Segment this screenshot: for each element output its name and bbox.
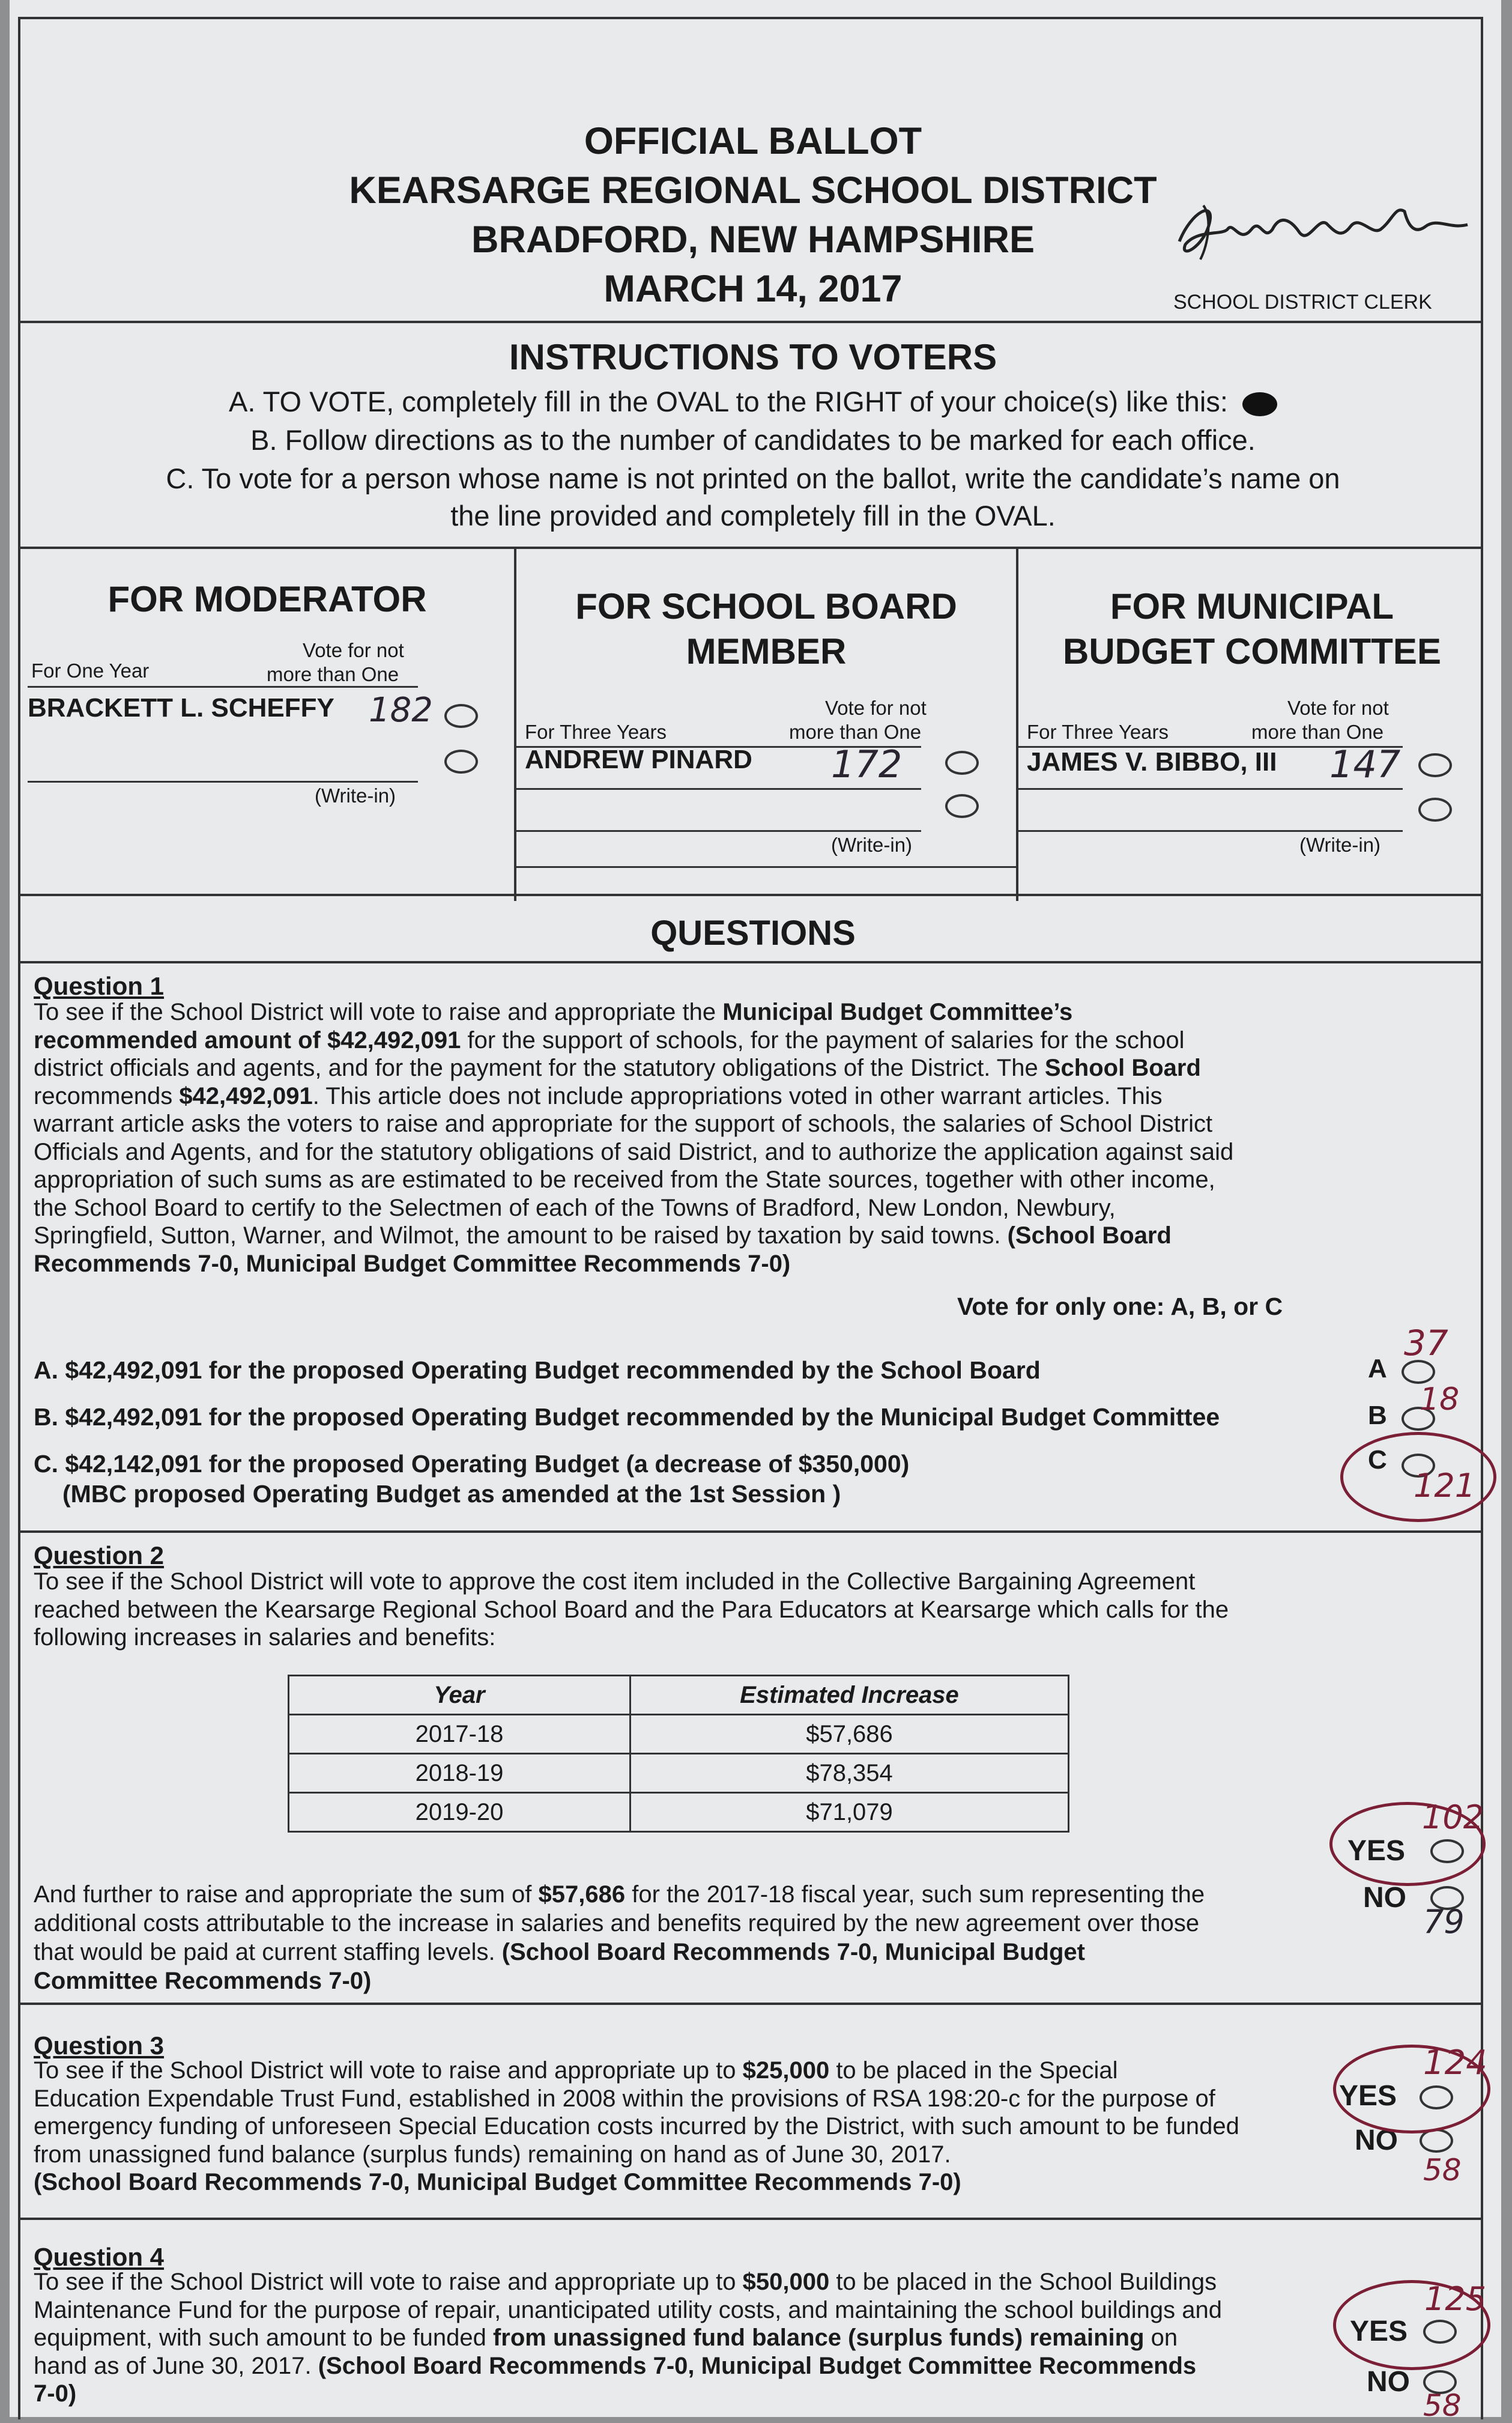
board-writein-oval[interactable] (945, 794, 979, 818)
q1-label-a: A (1368, 1354, 1387, 1383)
moderator-title: FOR MODERATOR (107, 579, 427, 619)
q4-winner-circle (1333, 2280, 1490, 2370)
q1-l5: warrant article asks the voters to raise and appropriate for the support of schools, the salaries of School District (34, 1111, 1213, 1137)
question-1-option-c-line2: (MBC proposed Operating Budget as amended at the 1st Session ) (62, 1480, 841, 1508)
q3-yes-label: YES (1339, 2080, 1397, 2112)
q1-l2a: recommended amount of $42,492,091 (34, 1027, 461, 1054)
q4-l4b: (School Board Recommends 7-0, Municipal Budget Committee Recommends (318, 2352, 1197, 2379)
q1-l7: appropriation of such sums as are estimated to be received from the State sources, together with other income, (34, 1166, 1215, 1193)
budget-title-line2: BUDGET COMMITTEE (1063, 631, 1441, 672)
q1-l9a: Springfield, Sutton, Warner, and Wilmot, the amount to be raised by taxation by said towns. (34, 1222, 1008, 1249)
q1-l10: Recommends 7-0, Municipal Budget Committee Recommends 7-0) (34, 1250, 791, 1277)
q4-line (34, 2380, 1322, 2408)
table-row (289, 1754, 1069, 1793)
q4-l3b: from unassigned fund balance (surplus funds) remaining (492, 2324, 1145, 2351)
board-candidate: ANDREW PINARD (525, 745, 752, 774)
filled-oval-example (1242, 392, 1277, 416)
q2-no-label: NO (1363, 1882, 1406, 1914)
q2-l3: following increases in salaries and benefits: (34, 1624, 496, 1651)
budget-vote-note-2: more than One (1251, 721, 1384, 743)
q3-l2: Education Expendable Trust Fund, established in 2008 within the provisions of RSA 198:20-c for the purpose of (34, 2085, 1215, 2112)
q4-l5: 7-0) (34, 2380, 77, 2407)
q4-no-label: NO (1367, 2366, 1410, 2398)
q1-label-b: B (1368, 1401, 1387, 1430)
budget-title-line1: FOR MUNICIPAL (1110, 586, 1394, 626)
q4-l4a: hand as of June 30, 2017. (34, 2352, 318, 2379)
q1-line (34, 1082, 1322, 1111)
q4-tally-no: 58 (1423, 2388, 1462, 2423)
instruction-a (20, 383, 1486, 420)
header-district: KEARSARGE REGIONAL SCHOOL DISTRICT (349, 169, 1157, 211)
question-1-option-a: A. $42,492,091 for the proposed Operating Budget recommended by the School Board (34, 1356, 1041, 1384)
q2-line (34, 1938, 1322, 1967)
ballot-frame (18, 17, 1487, 2423)
q3-l3: emergency funding of unforeseen Special Education costs incurred by the District, with such amount to be funded (34, 2113, 1239, 2139)
q2-p1a: And further to raise and appropriate the sum of (34, 1881, 539, 1908)
q2-p3a: that would be paid at current staffing levels. (34, 1939, 502, 1965)
question-1-vote-instruction: Vote for only one: A, B, or C (957, 1293, 1283, 1320)
q4-line (34, 2324, 1322, 2352)
question-1-heading: Question 1 (34, 972, 165, 1000)
cell-increase: $57,686 (631, 1715, 1069, 1754)
moderator-candidate-oval[interactable] (444, 704, 478, 728)
q4-l1b: $50,000 (742, 2269, 830, 2295)
q4-l1a: To see if the School District will vote to raise and appropriate up to (34, 2269, 743, 2295)
q3-l1c: to be placed in the Special (829, 2057, 1118, 2084)
question-4-heading: Question 4 (34, 2243, 165, 2271)
q1-tally-b: 18 (1420, 1381, 1460, 1418)
moderator-tally: 182 (369, 691, 433, 730)
q2-yes-label: YES (1347, 1835, 1406, 1867)
q2-tally-no: 79 (1423, 1903, 1465, 1941)
moderator-writein-label: (Write-in) (315, 784, 396, 807)
q1-winner-circle (1340, 1432, 1496, 1522)
q3-tally-no: 58 (1423, 2153, 1462, 2188)
header-title: OFFICIAL BALLOT (584, 120, 922, 162)
instruction-a-text: A. TO VOTE, completely fill in the OVAL to the RIGHT of your choice(s) like this: (229, 386, 1228, 417)
q1-line (34, 1222, 1322, 1250)
q4-l3a: equipment, with such amount to be funded (34, 2324, 493, 2351)
budget-writein-oval[interactable] (1418, 798, 1452, 822)
cell-year: 2019-20 (289, 1793, 631, 1832)
q1-l9b: (School Board (1007, 1222, 1172, 1249)
q1-l3b: School Board (1044, 1055, 1201, 1081)
moderator-candidate: BRACKETT L. SCHEFFY (28, 693, 334, 723)
q2-l2: reached between the Kearsarge Regional School Board and the Para Educators at Kearsarge which calls for the (34, 1596, 1229, 1623)
moderator-vote-note-1: Vote for not (303, 639, 404, 661)
q4-tally-yes: 125 (1424, 2280, 1487, 2318)
q2-p4: Committee Recommends 7-0) (34, 1968, 372, 1994)
q4-l3c: on (1144, 2324, 1178, 2351)
cell-increase: $71,079 (631, 1793, 1069, 1832)
moderator-term: For One Year (31, 660, 150, 682)
q1-l4b: $42,492,091 (179, 1082, 313, 1109)
clerk-signature (1167, 187, 1480, 271)
header-date: MARCH 14, 2017 (603, 268, 903, 310)
q4-yes-label: YES (1350, 2315, 1408, 2347)
moderator-writein-oval[interactable] (444, 750, 478, 774)
q1-l4a: recommends (34, 1082, 180, 1109)
q3-line (34, 2168, 1322, 2197)
q2-p1c: for the 2017-18 fiscal year, such sum representing the (625, 1881, 1205, 1908)
q1-l4c: . This article does not include appropriations voted in other warrant articles. This (312, 1082, 1163, 1109)
board-candidate-oval[interactable] (945, 751, 979, 775)
board-tally: 172 (831, 742, 903, 786)
question-4-body (34, 2268, 1322, 2408)
budget-title (1018, 584, 1486, 674)
q3-l1a: To see if the School District will vote to raise and appropriate up to (34, 2057, 743, 2084)
instruction-b: B. Follow directions as to the number of candidates to be marked for each office. (250, 424, 1256, 456)
q1-l1b: Municipal Budget Committee’s (722, 999, 1073, 1025)
q2-tally-yes: 102 (1422, 1798, 1484, 1836)
q3-l4: from unassigned fund balance (surplus funds) remaining on hand as of June 30, 2017. (34, 2141, 951, 2168)
board-title-line1: FOR SCHOOL BOARD (575, 586, 957, 626)
header-town: BRADFORD, NEW HAMPSHIRE (471, 219, 1035, 261)
clerk-label: SCHOOL DISTRICT CLERK (1173, 291, 1432, 314)
q3-l1b: $25,000 (742, 2057, 830, 2084)
question-1-option-c-line1: C. $42,142,091 for the proposed Operating Budget (a decrease of $350,000) (34, 1450, 910, 1478)
budget-writein-label: (Write-in) (1299, 834, 1381, 856)
question-2-heading: Question 2 (34, 1541, 165, 1569)
q3-no-label: NO (1355, 2124, 1398, 2156)
instructions-title: INSTRUCTIONS TO VOTERS (509, 337, 997, 377)
budget-candidate: JAMES V. BIBBO, III (1027, 747, 1277, 777)
q1-line (34, 998, 1322, 1027)
questions-title: QUESTIONS (650, 914, 856, 953)
q1-l6: Officials and Agents, and for the statutory obligations of said District, and to authorize the application against said (34, 1138, 1234, 1165)
salary-increase-table (288, 1675, 1069, 1833)
q1-line (34, 1250, 1322, 1278)
question-2-body-2 (34, 1880, 1322, 1995)
col-estimated-increase: Estimated Increase (631, 1676, 1069, 1715)
budget-tally: 147 (1329, 742, 1401, 786)
board-vote-note-1: Vote for not (825, 697, 927, 719)
table-row (289, 1715, 1069, 1754)
q2-line (34, 1967, 1322, 1995)
cell-increase: $78,354 (631, 1754, 1069, 1793)
q1-l8: the School Board to certify to the Selectmen of each of the Towns of Bradford, New London, Newbury, (34, 1194, 1116, 1221)
board-title (516, 584, 1016, 674)
q1-l1a: To see if the School District will vote to raise and appropriate the (34, 999, 723, 1025)
q2-p1b: $57,686 (538, 1881, 626, 1908)
q2-line (34, 1880, 1322, 1909)
q4-l1c: to be placed in the School Buildings (829, 2269, 1217, 2295)
q1-tally-a: 37 (1404, 1323, 1448, 1363)
col-year: Year (289, 1676, 631, 1715)
q4-line (34, 2352, 1322, 2380)
q2-p2: additional costs attributable to the increase in salaries and benefits required by the new agreement over those (34, 1910, 1200, 1936)
board-term: For Three Years (525, 721, 667, 743)
q3-l5: (School Board Recommends 7-0, Municipal Budget Committee Recommends 7-0) (34, 2169, 961, 2195)
question-2-body (34, 1568, 1322, 1652)
q1-oval-a[interactable] (1402, 1360, 1435, 1384)
question-1-option-b: B. $42,492,091 for the proposed Operating Budget recommended by the Municipal Budget Committee (34, 1403, 1220, 1431)
question-1-body (34, 998, 1322, 1278)
cell-year: 2018-19 (289, 1754, 631, 1793)
q2-l1: To see if the School District will vote to approve the cost item included in the Collective Bargaining Agreement (34, 1568, 1196, 1595)
ballot-paper (10, 0, 1501, 2423)
q1-line (34, 1027, 1322, 1055)
cell-year: 2017-18 (289, 1715, 631, 1754)
budget-candidate-oval[interactable] (1418, 753, 1452, 777)
q1-line (34, 1054, 1322, 1082)
budget-term: For Three Years (1027, 721, 1169, 743)
q3-line (34, 2057, 1322, 2085)
question-3-body (34, 2057, 1322, 2197)
instruction-c1: C. To vote for a person whose name is not printed on the ballot, write the candidate’s name on (166, 462, 1340, 494)
table-header-row (289, 1676, 1069, 1715)
q3-winner-circle (1333, 2045, 1490, 2133)
q4-l2: Maintenance Fund for the purpose of repair, unanticipated utility costs, and maintaining the school buildings and (34, 2296, 1223, 2323)
instruction-c2: the line provided and completely fill in the OVAL. (450, 500, 1056, 532)
q1-tally-c: 121 (1414, 1467, 1476, 1505)
table-row (289, 1793, 1069, 1832)
q1-label-c: C (1368, 1445, 1387, 1475)
q1-l3: district officials and agents, and for the payment for the statutory obligations of the District. The (34, 1055, 1045, 1081)
board-title-line2: MEMBER (686, 631, 847, 672)
budget-vote-note-1: Vote for not (1287, 697, 1389, 719)
q1-l2b: for the support of schools, for the payment of salaries for the school (461, 1027, 1185, 1054)
q2-p3b: (School Board Recommends 7-0, Municipal Budget (501, 1939, 1085, 1965)
q4-line (34, 2268, 1322, 2296)
q2-winner-circle (1329, 1802, 1486, 1886)
board-writein-label: (Write-in) (831, 834, 913, 856)
question-3-heading: Question 3 (34, 2031, 165, 2060)
q3-tally-yes: 124 (1423, 2043, 1487, 2082)
board-vote-note-2: more than One (789, 721, 922, 743)
moderator-vote-note-2: more than One (267, 663, 399, 685)
